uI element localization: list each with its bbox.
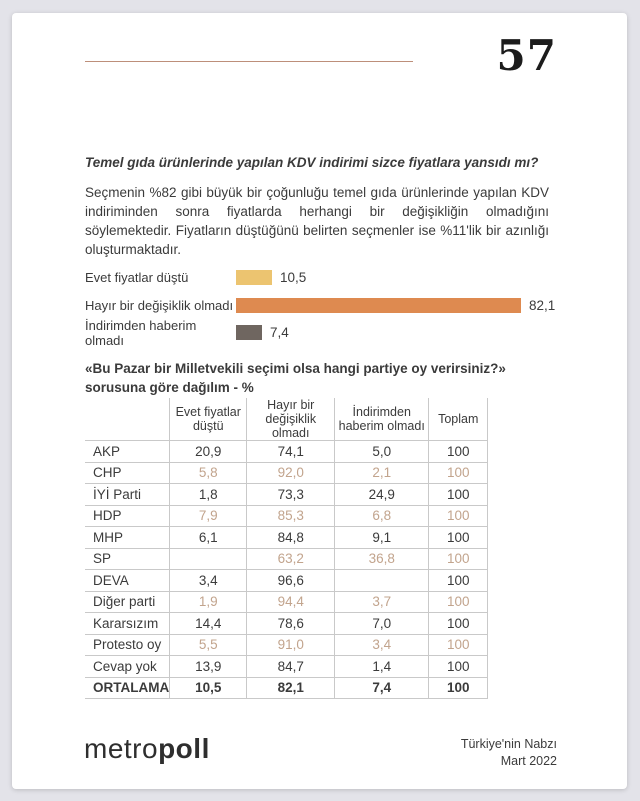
table-value-cell: 82,1 [247,677,335,699]
footer-publication-info [461,736,557,770]
report-page [12,13,627,789]
table-value-cell: 63,2 [247,548,335,570]
chart-bar [236,325,262,340]
table-value-cell: 6,1 [170,527,247,549]
crosstab-table [85,398,488,699]
table-value-cell: 24,9 [335,484,429,506]
chart-value-label: 7,4 [270,325,289,341]
table-value-cell: 7,4 [335,677,429,699]
bar-chart [85,264,570,347]
table-value-cell: 100 [429,484,488,506]
table-body [85,441,488,699]
table-value-cell: 100 [429,613,488,635]
chart-bar-row [85,292,570,320]
table-row [85,527,488,549]
table-head [85,398,488,441]
metropoll-logo [84,733,210,765]
table-header-cell: Evet fiyatlar düştü [170,398,247,441]
table-value-cell: 3,7 [335,591,429,613]
table-value-cell: 85,3 [247,505,335,527]
table-value-cell: 100 [429,441,488,463]
table-row-label: CHP [85,462,170,484]
table-row [85,441,488,463]
chart-bar [236,298,521,313]
table-row [85,484,488,506]
table-value-cell: 6,8 [335,505,429,527]
table-value-cell: 92,0 [247,462,335,484]
table-value-cell: 1,4 [335,656,429,678]
chart-bar [236,270,272,285]
table-row [85,591,488,613]
table-header-row [85,398,488,441]
table-row [85,613,488,635]
table-value-cell: 84,8 [247,527,335,549]
table-value-cell: 74,1 [247,441,335,463]
table-value-cell: 14,4 [170,613,247,635]
table-value-cell: 73,3 [247,484,335,506]
chart-bar-row [85,319,570,347]
summary-paragraph: Seçmenin %82 gibi büyük bir çoğunluğu temel gıda ürünlerinde yapılan KDV indiriminden sonra fiyatlarda herhangi bir değişikliğin olmadığını söylemektedir. Fiyatların düştüğünü belirten seçmenler ise %11'lik bir azınlığı oluşturmaktadır. [85,185,549,257]
table-row [85,462,488,484]
table-row-label: ORTALAMA [85,677,170,699]
table-value-cell: 100 [429,505,488,527]
table-value-cell: 100 [429,591,488,613]
table-value-cell: 13,9 [170,656,247,678]
table-header-cell: Hayır bir değişiklik olmadı [247,398,335,441]
chart-value-label: 10,5 [280,270,307,286]
chart-category-label: Evet fiyatlar düştü [85,270,189,286]
table-value-cell: 3,4 [170,570,247,592]
logo-text-bold: poll [158,733,210,764]
table-value-cell: 78,6 [247,613,335,635]
publication-name: Türkiye'nin Nabzı [460,737,557,751]
table-row-label: Cevap yok [85,656,170,678]
table-value-cell [335,570,429,592]
chart-value-label: 82,1 [529,297,556,313]
table-row-label: Diğer parti [85,591,170,613]
table-header-cell [85,398,170,441]
page-number: 57 [496,31,557,80]
chart-category-label: Hayır bir değişiklik olmadı [85,297,234,313]
table-value-cell: 3,4 [335,634,429,656]
table-value-cell: 5,0 [335,441,429,463]
table-value-cell: 94,4 [247,591,335,613]
table-value-cell: 91,0 [247,634,335,656]
table-value-cell: 9,1 [335,527,429,549]
table-row-label: SP [85,548,170,570]
table-value-cell: 100 [429,527,488,549]
table-row-label: İYİ Parti [85,484,170,506]
table-value-cell: 84,7 [247,656,335,678]
table-value-cell: 100 [429,548,488,570]
table-row [85,505,488,527]
table-row [85,634,488,656]
table-value-cell: 100 [429,634,488,656]
table-subtitle: «Bu Pazar bir Milletvekili seçimi olsa hangi partiye oy verirsiniz?» sorusuna göre dağılım - % [85,361,506,395]
chart-bar-row [85,264,570,292]
table-value-cell: 100 [429,656,488,678]
table-value-cell: 1,8 [170,484,247,506]
table-row-label: Protesto oy [85,634,170,656]
table-value-cell: 7,0 [335,613,429,635]
table-row [85,677,488,699]
table-row [85,656,488,678]
header-rule [85,61,413,62]
table-header-cell: Toplam [429,398,488,441]
table-row-label: AKP [85,441,170,463]
logo-text-light: metro [84,733,159,764]
chart-category-label: İndirimden haberim olmadı [85,317,197,348]
table-row [85,548,488,570]
table-value-cell: 5,5 [170,634,247,656]
table-value-cell: 100 [429,677,488,699]
table-value-cell: 96,6 [247,570,335,592]
table-value-cell: 36,8 [335,548,429,570]
table-row [85,570,488,592]
table-row-label: HDP [85,505,170,527]
table-value-cell: 5,8 [170,462,247,484]
table-value-cell [170,548,247,570]
publication-date: Mart 2022 [500,754,557,768]
table-value-cell: 1,9 [170,591,247,613]
table-value-cell: 7,9 [170,505,247,527]
table-value-cell: 100 [429,570,488,592]
table-row-label: MHP [85,527,170,549]
question-title: Temel gıda ürünlerinde yapılan KDV indirimi sizce fiyatlara yansıdı mı? [85,155,539,170]
table-value-cell: 10,5 [170,677,247,699]
table-row-label: Kararsızım [85,613,170,635]
table-header-cell: İndirimden haberim olmadı [335,398,429,441]
table-row-label: DEVA [85,570,170,592]
table-value-cell: 20,9 [170,441,247,463]
table-value-cell: 100 [429,462,488,484]
table-value-cell: 2,1 [335,462,429,484]
